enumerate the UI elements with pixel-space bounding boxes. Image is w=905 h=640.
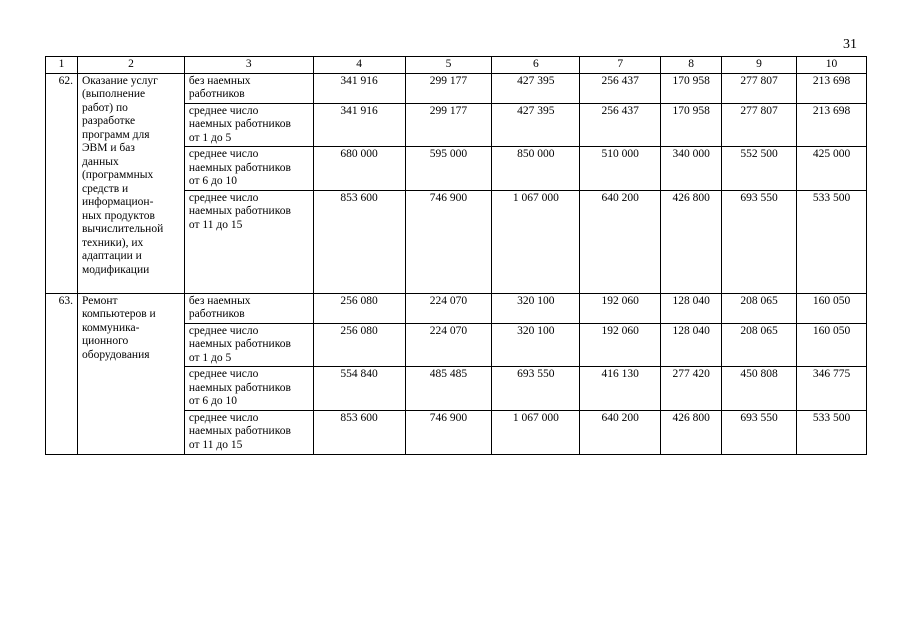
- employee-category: без наемных работников: [184, 293, 313, 323]
- value-cell: 160 050: [797, 293, 867, 323]
- value-cell: 1 067 000: [492, 410, 580, 454]
- value-cell: 346 775: [797, 367, 867, 411]
- value-cell: 277 807: [722, 103, 797, 147]
- column-header: 9: [722, 57, 797, 74]
- value-cell: 128 040: [661, 293, 722, 323]
- value-cell: 853 600: [313, 410, 405, 454]
- service-description: Ремонт компьютеров и коммуника- ционного оборудования: [77, 293, 184, 454]
- value-cell: 450 808: [722, 367, 797, 411]
- value-cell: 192 060: [580, 323, 661, 367]
- value-cell: 640 200: [580, 410, 661, 454]
- value-cell: 208 065: [722, 323, 797, 367]
- table-row: [46, 73, 867, 103]
- value-cell: 427 395: [492, 73, 580, 103]
- value-cell: 425 000: [797, 147, 867, 191]
- value-cell: 340 000: [661, 147, 722, 191]
- value-cell: 416 130: [580, 367, 661, 411]
- value-cell: 128 040: [661, 323, 722, 367]
- value-cell: 640 200: [580, 190, 661, 293]
- value-cell: 256 437: [580, 73, 661, 103]
- value-cell: 320 100: [492, 293, 580, 323]
- value-cell: 170 958: [661, 103, 722, 147]
- employee-category: без наемных работников: [184, 73, 313, 103]
- header-row: [46, 57, 867, 74]
- value-cell: 224 070: [405, 293, 492, 323]
- value-cell: 510 000: [580, 147, 661, 191]
- value-cell: 160 050: [797, 323, 867, 367]
- value-cell: 533 500: [797, 410, 867, 454]
- value-cell: 427 395: [492, 103, 580, 147]
- column-header: 6: [492, 57, 580, 74]
- table-row: [46, 293, 867, 323]
- value-cell: 693 550: [722, 190, 797, 293]
- table-body: [46, 73, 867, 454]
- value-cell: 299 177: [405, 103, 492, 147]
- value-cell: 277 807: [722, 73, 797, 103]
- employee-category: среднее число наемных работников от 11 до 15: [184, 410, 313, 454]
- value-cell: 208 065: [722, 293, 797, 323]
- value-cell: 256 437: [580, 103, 661, 147]
- column-header: 1: [46, 57, 78, 74]
- column-header: 7: [580, 57, 661, 74]
- column-header: 8: [661, 57, 722, 74]
- value-cell: 170 958: [661, 73, 722, 103]
- employee-category: среднее число наемных работников от 1 до 5: [184, 323, 313, 367]
- value-cell: 746 900: [405, 190, 492, 293]
- column-header: 3: [184, 57, 313, 74]
- value-cell: 256 080: [313, 293, 405, 323]
- column-header: 5: [405, 57, 492, 74]
- section-number: 62.: [46, 73, 78, 293]
- page-number: 31: [843, 37, 857, 52]
- value-cell: 746 900: [405, 410, 492, 454]
- column-header: 2: [77, 57, 184, 74]
- tariff-table: [45, 56, 867, 455]
- value-cell: 1 067 000: [492, 190, 580, 293]
- value-cell: 320 100: [492, 323, 580, 367]
- employee-category: среднее число наемных работников от 6 до 10: [184, 367, 313, 411]
- value-cell: 277 420: [661, 367, 722, 411]
- value-cell: 426 800: [661, 410, 722, 454]
- value-cell: 533 500: [797, 190, 867, 293]
- value-cell: 552 500: [722, 147, 797, 191]
- value-cell: 853 600: [313, 190, 405, 293]
- service-description: Оказание услуг (выполнение работ) по разработке программ для ЭВМ и баз данных (программных средств и информацион- ных продуктов вычислительной техники), их адаптации и модификации: [77, 73, 184, 293]
- employee-category: среднее число наемных работников от 6 до 10: [184, 147, 313, 191]
- employee-category: среднее число наемных работников от 11 до 15: [184, 190, 313, 293]
- column-header: 4: [313, 57, 405, 74]
- value-cell: 680 000: [313, 147, 405, 191]
- value-cell: 256 080: [313, 323, 405, 367]
- value-cell: 192 060: [580, 293, 661, 323]
- value-cell: 213 698: [797, 73, 867, 103]
- column-header: 10: [797, 57, 867, 74]
- value-cell: 693 550: [492, 367, 580, 411]
- value-cell: 213 698: [797, 103, 867, 147]
- value-cell: 554 840: [313, 367, 405, 411]
- value-cell: 850 000: [492, 147, 580, 191]
- value-cell: 341 916: [313, 73, 405, 103]
- value-cell: 485 485: [405, 367, 492, 411]
- employee-category: среднее число наемных работников от 1 до 5: [184, 103, 313, 147]
- section-number: 63.: [46, 293, 78, 454]
- value-cell: 693 550: [722, 410, 797, 454]
- value-cell: 299 177: [405, 73, 492, 103]
- value-cell: 341 916: [313, 103, 405, 147]
- value-cell: 595 000: [405, 147, 492, 191]
- value-cell: 426 800: [661, 190, 722, 293]
- value-cell: 224 070: [405, 323, 492, 367]
